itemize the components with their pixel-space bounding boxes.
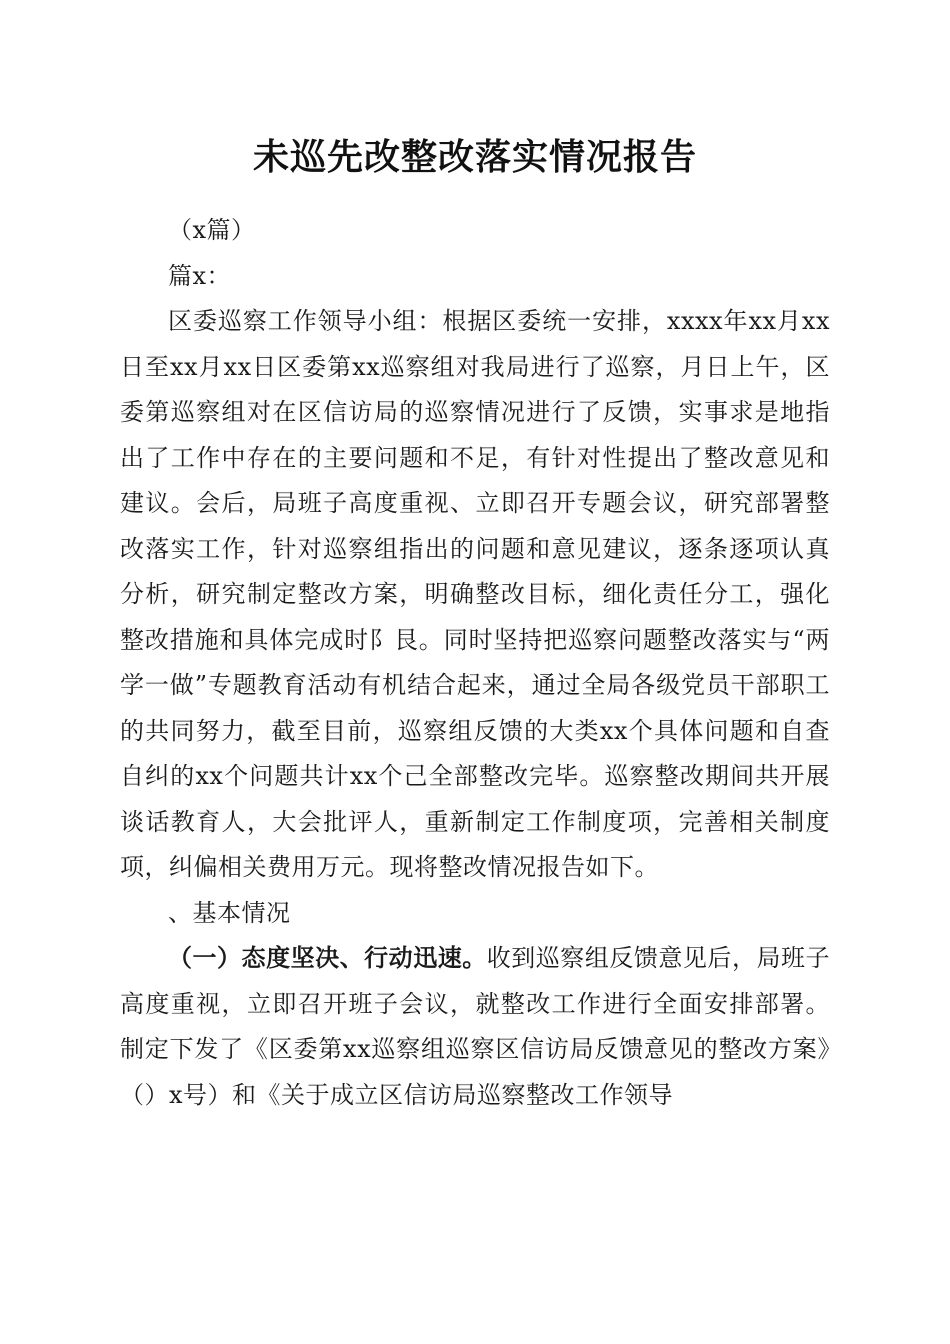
document-body (120, 208, 830, 1118)
paragraph-attitude-text: 收到巡察组反馈意见后，局班子高度重视，立即召开班子会议，就整改工作进行全面安排部署。制定下发了《区委第xx巡察组巡察区信访局反馈意见的整改方案》（）x号）和《关于成立区信访局巡察整改工作领导 (120, 944, 830, 1109)
document-title: 未巡先改整改落实情况报告 (252, 136, 697, 178)
paragraph-section-label: 篇x： (168, 261, 232, 290)
paragraph-attitude-lead: （一）态度坚决、行动迅速。 (168, 944, 487, 972)
paragraph-heading-basic-situation: 、基本情况 (168, 898, 291, 927)
paragraph-part-label: （x篇） (168, 216, 256, 244)
paragraph-intro: 区委巡察工作领导小组：根据区委统一安排，xxxx年xx月xx日至xx月xx日区委第xx巡察组对我局进行了巡察，月日上午，区委第巡察组对在区信访局的巡察情况进行了反馈，实事求是地指出了工作中存在的主要问题和不足，有针对性提出了整改意见和建议。会后，局班子高度重视、立即召开专题会议，研究部署整改落实工作，针对巡察组指出的问题和意见建议，逐条逐项认真分析，研究制定整改方案，明确整改目标，细化责任分工，强化整改措施和具体完成时阝艮。同时坚持把巡察问题整改落实与“两学一做”专题教育活动有机结合起来，通过全局各级党员干部职工的共同努力，截至目前，巡察组反馈的大类xx个具体问题和自查自纠的xx个问题共计xx个己全部整改完毕。巡察整改期间共开展谈话教育人，大会批评人，重新制定工作制度项，完善相关制度项，纠偏相关费用万元。现将整改情况报告如下。 (120, 307, 830, 881)
paragraph-attitude (120, 936, 830, 1118)
